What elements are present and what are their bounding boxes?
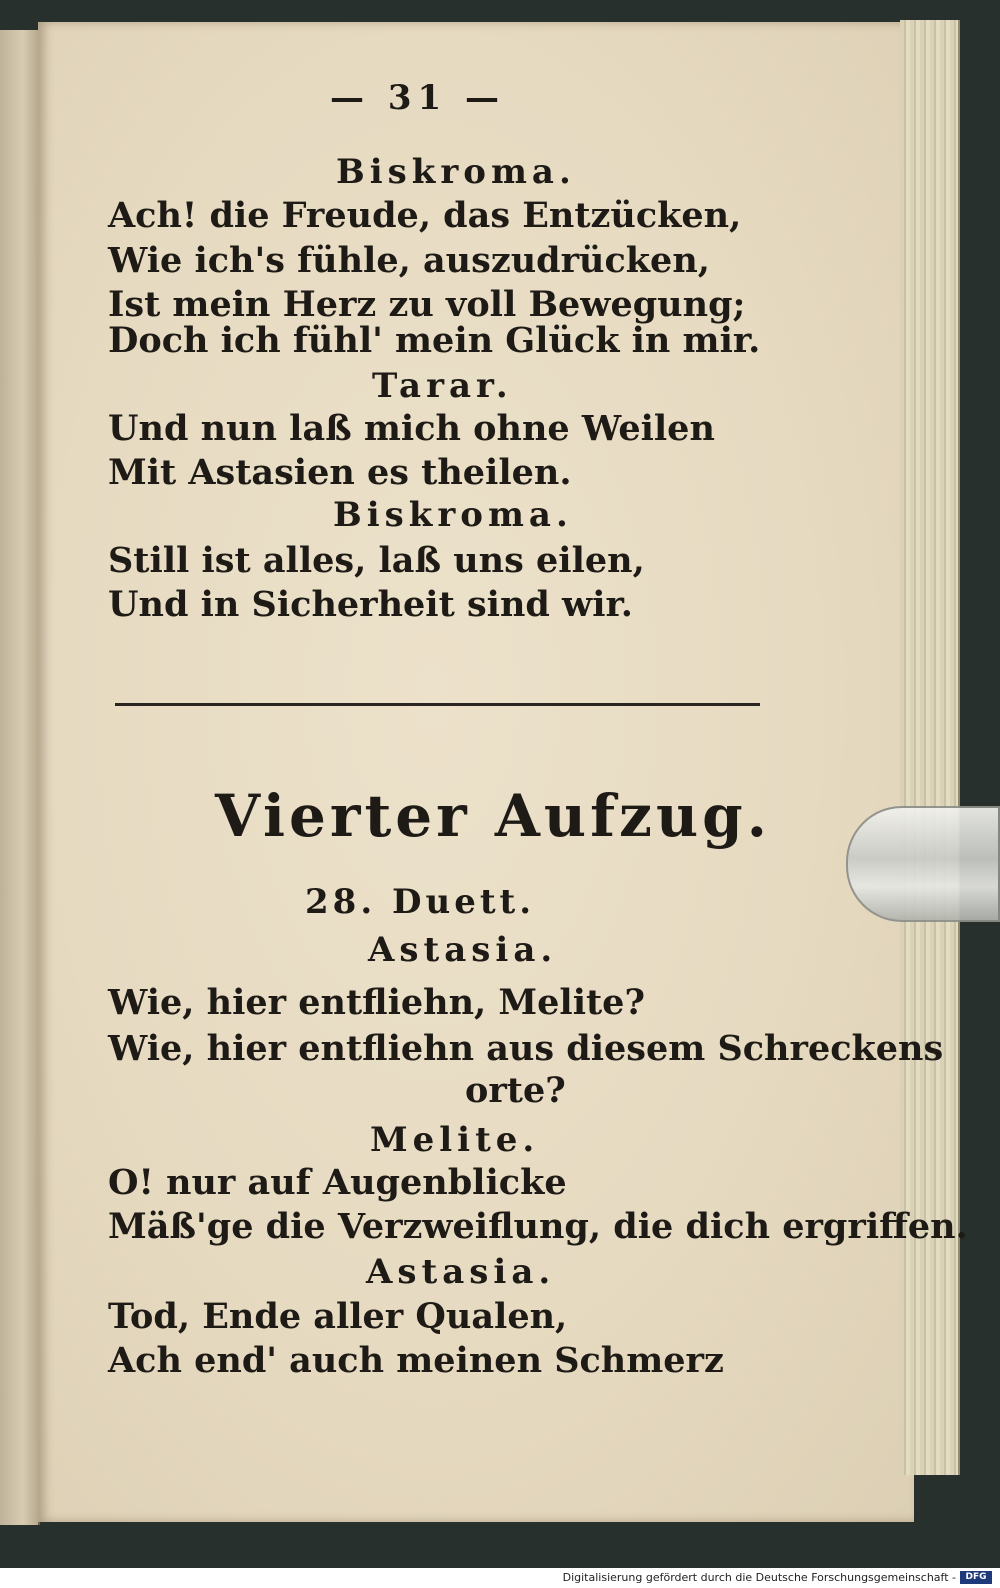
verse-line: Ist mein Herz zu voll Bewegung; (108, 284, 746, 325)
dfg-logo: DFG (960, 1571, 992, 1584)
speaker-melite: Melite. (370, 1120, 540, 1160)
verse-line: Ach end' auch meinen Schmerz (108, 1340, 724, 1381)
speaker-biskroma: Biskroma. (333, 495, 573, 535)
footer-bar (0, 1568, 1000, 1588)
act-heading: Vierter Aufzug. (215, 782, 771, 850)
speaker-biskroma: Biskroma. (336, 152, 576, 192)
verse-line: Und in Sicherheit sind wir. (108, 584, 633, 625)
verse-line: Still ist alles, laß uns eilen, (108, 540, 645, 581)
verse-line: O! nur auf Augenblicke (108, 1162, 567, 1203)
verse-line: Und nun laß mich ohne Weilen (108, 408, 715, 449)
speaker-astasia: Astasia. (368, 930, 558, 970)
number-title: 28. Duett. (305, 882, 536, 922)
verse-line: Wie, hier entfliehn, Melite? (108, 982, 645, 1023)
verse-line: Mit Astasien es theilen. (108, 452, 572, 493)
verse-line: Tod, Ende aller Qualen, (108, 1296, 568, 1337)
verse-line: Wie, hier entfliehn aus diesem Schreckens (108, 1028, 944, 1069)
verse-line-continuation: orte? (465, 1070, 566, 1111)
speaker-astasia: Astasia. (366, 1252, 556, 1292)
verse-line: Doch ich fühl' mein Glück in mir. (108, 320, 761, 361)
section-divider (115, 703, 760, 706)
page-number: — 31 — (330, 78, 505, 118)
verse-line: Wie ich's fühle, auszudrücken, (108, 240, 710, 281)
speaker-tarar: Tarar. (372, 366, 513, 406)
verse-line: Mäß'ge die Verzweiflung, die dich ergriffen. (108, 1206, 968, 1247)
verse-line: Ach! die Freude, das Entzücken, (108, 195, 742, 236)
funding-credit: Digitalisierung gefördert durch die Deutsche Forschungsgemeinschaft - (562, 1571, 956, 1584)
